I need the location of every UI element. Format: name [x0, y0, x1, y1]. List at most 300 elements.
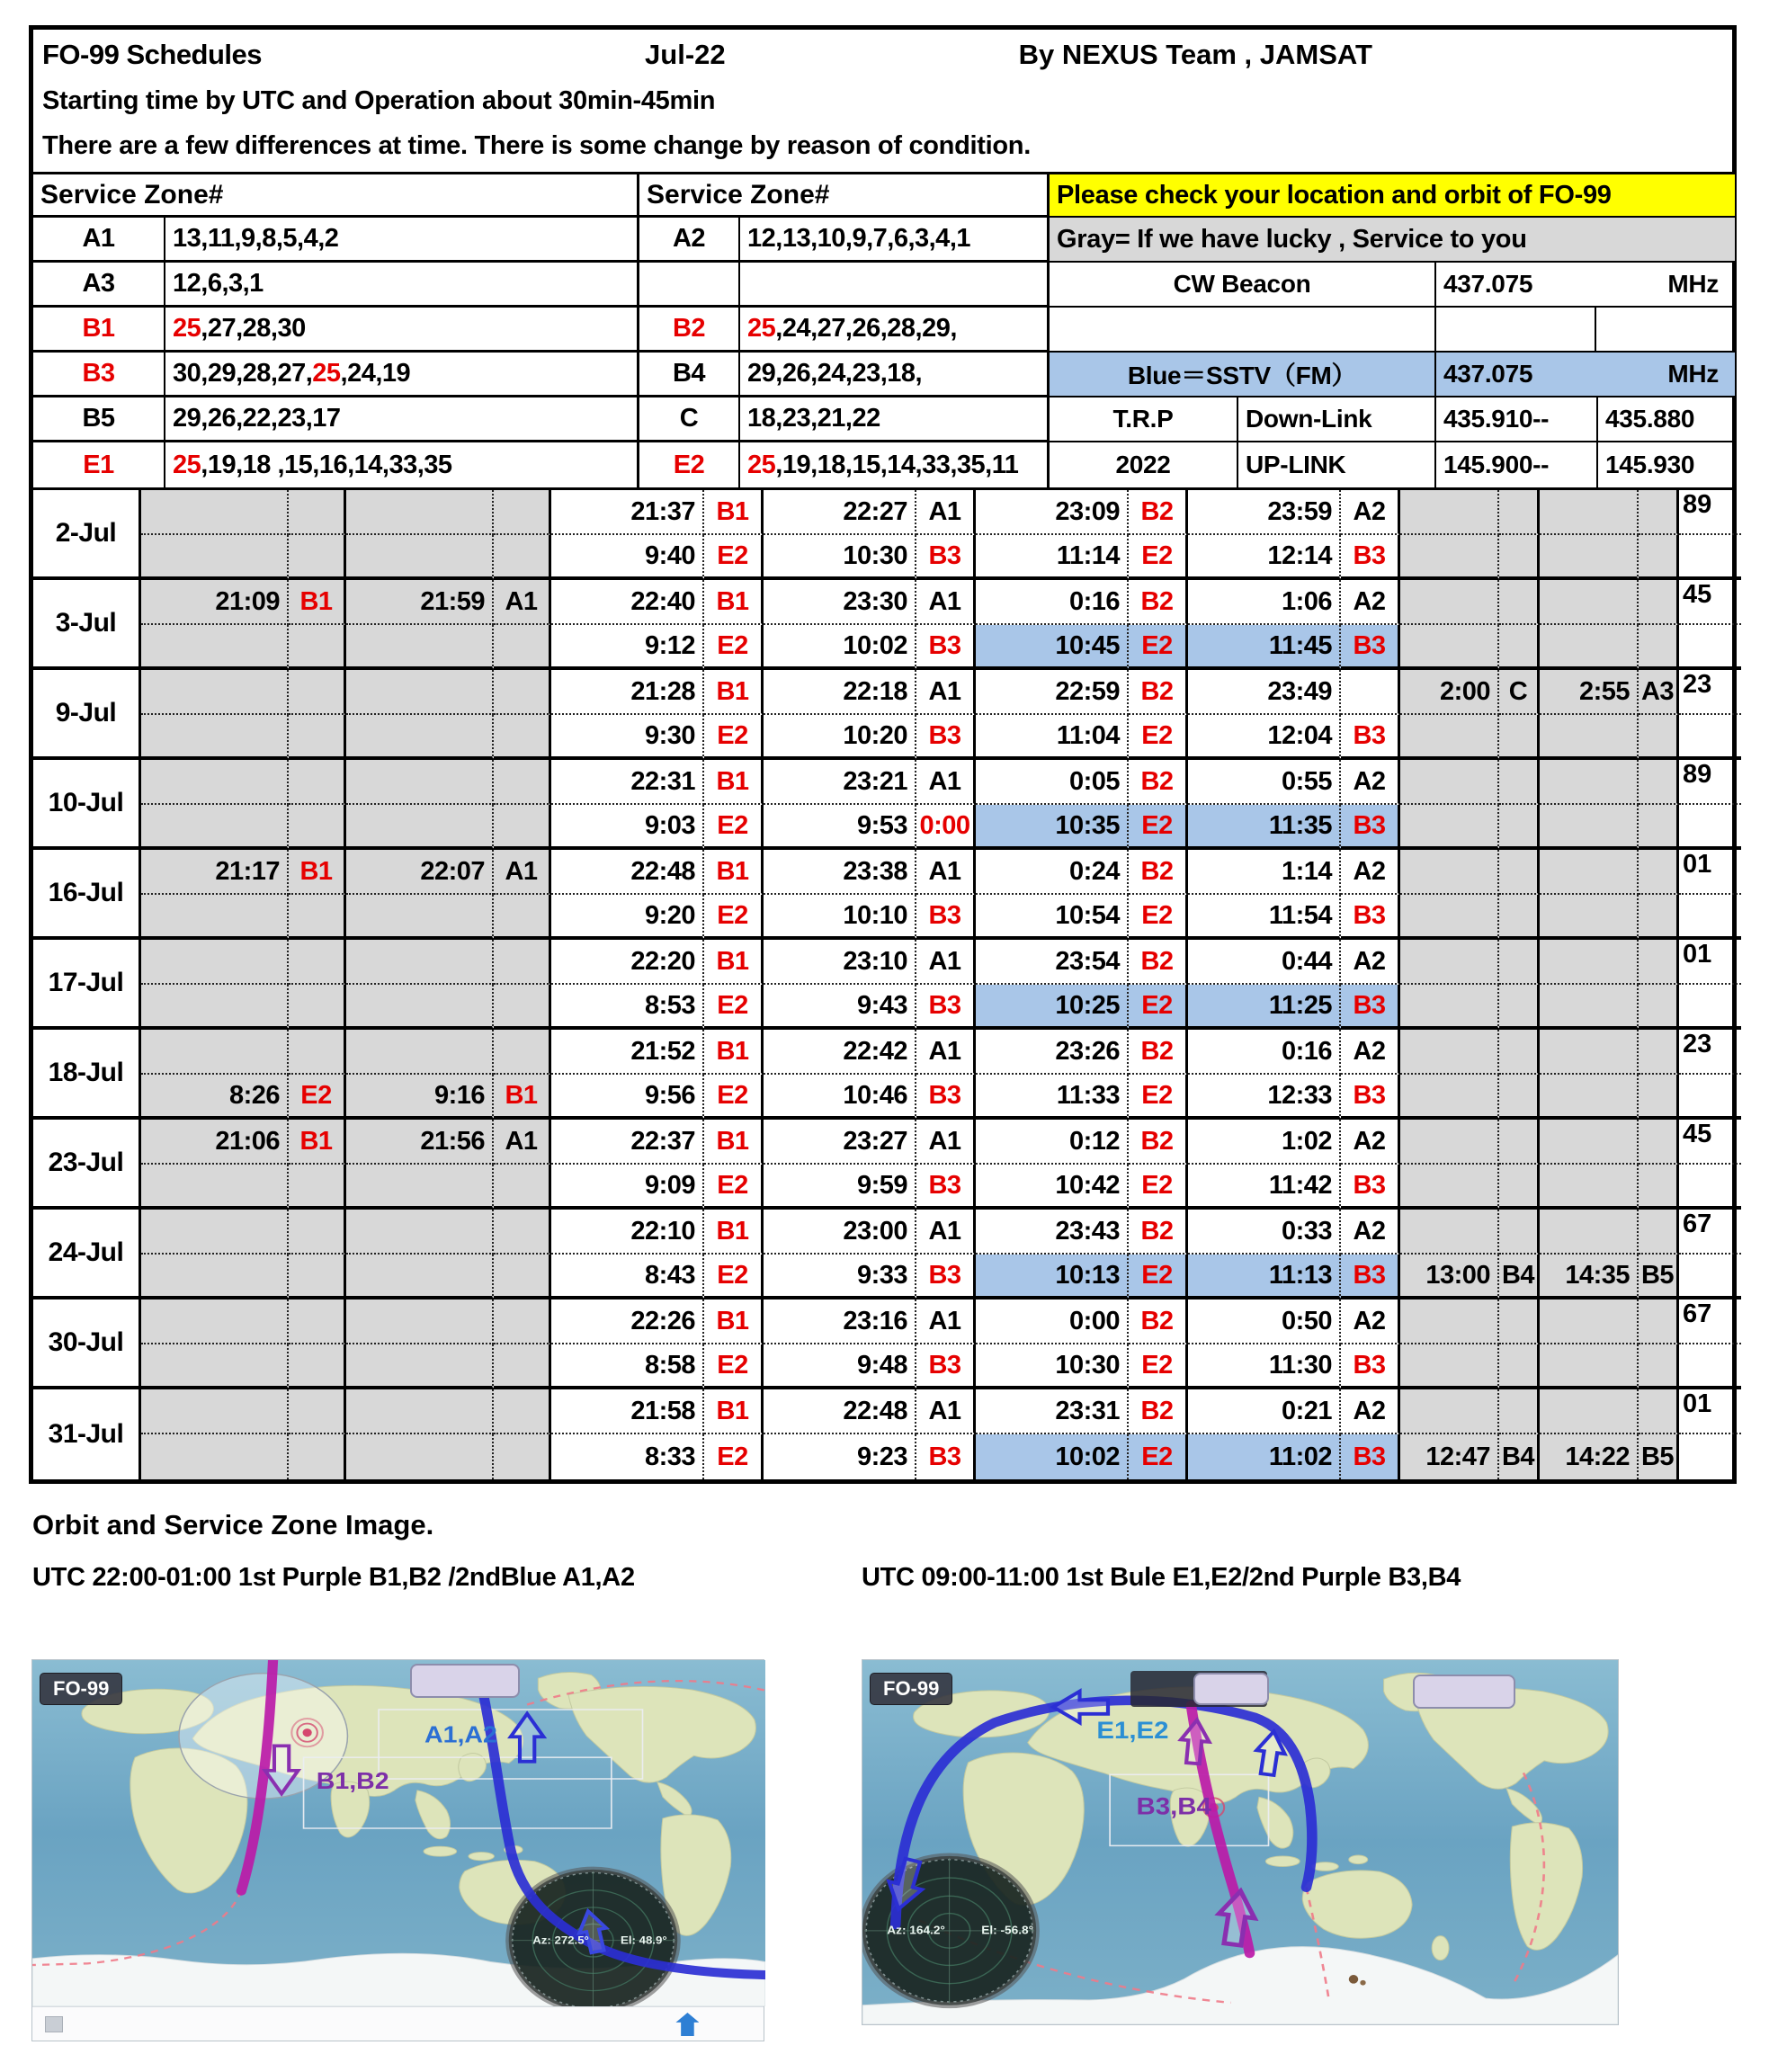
schedule-pass-count-cell: 01 [1679, 850, 1741, 895]
schedule-zone-cell: B3 [1341, 985, 1400, 1030]
schedule-zone-cell: E2 [704, 805, 764, 850]
schedule-date-cell: 16-Jul [33, 850, 141, 940]
schedule-zone-cell: B3 [916, 1344, 976, 1389]
schedule-time-cell: 23:27 [764, 1120, 916, 1165]
schedule-zone-cell [289, 940, 346, 985]
schedule-zone-cell: E2 [1129, 625, 1188, 670]
schedule-zone-cell: B2 [1129, 850, 1188, 895]
schedule-zone-cell [289, 895, 346, 940]
schedule-time-cell [1400, 1075, 1499, 1120]
schedule-date-cell: 18-Jul [33, 1030, 141, 1120]
schedule-zone-cell [494, 940, 551, 985]
schedule-time-cell: 0:55 [1188, 760, 1341, 805]
schedule-time-cell: 10:30 [976, 1344, 1129, 1389]
schedule-time-cell [141, 1344, 289, 1389]
schedule-zone-cell: B3 [1341, 805, 1400, 850]
schedule-zone-cell [1639, 1344, 1679, 1389]
year-label: 2022 [1050, 442, 1238, 487]
schedule-time-cell [346, 1344, 494, 1389]
schedule-time-cell [141, 1030, 289, 1075]
schedule-zone-cell: E2 [1129, 1165, 1188, 1210]
zone-numbers-segment: ,27,28,30 [201, 314, 306, 343]
schedule-time-cell: 23:49 [1188, 670, 1341, 715]
cw-freq-unit: MHz [1667, 270, 1719, 298]
schedule-pass-count-cell [1679, 625, 1741, 670]
zone-numbers-segment: 12,6,3,1 [173, 269, 264, 298]
schedule-zone-cell [1499, 535, 1540, 580]
schedule-time-cell: 9:59 [764, 1165, 916, 1210]
schedule-pass-count-cell: 89 [1679, 490, 1741, 535]
orbit-map-evening [31, 1659, 764, 2041]
schedule-time-cell [141, 1165, 289, 1210]
header-line-2: Starting time by UTC and Operation about 30min-45min [42, 86, 716, 115]
schedule-time-cell [1540, 1120, 1639, 1165]
schedule-time-cell [1540, 1075, 1639, 1120]
schedule-zone-cell: B2 [1129, 940, 1188, 985]
schedule-pass-count-cell [1679, 715, 1741, 760]
schedule-zone-cell: B3 [1341, 1434, 1400, 1479]
schedule-date-cell: 2-Jul [33, 490, 141, 580]
schedule-zone-cell: B3 [916, 985, 976, 1030]
schedule-time-cell: 10:02 [976, 1434, 1129, 1479]
schedule-time-cell: 0:33 [1188, 1210, 1341, 1255]
schedule-time-cell: 9:23 [764, 1434, 916, 1479]
schedule-time-cell: 21:58 [551, 1389, 704, 1434]
zone-numbers-segment: 25 [173, 314, 201, 343]
sstv-legend: Blue＝SSTV（FM） [1050, 353, 1436, 396]
schedule-time-cell: 9:12 [551, 625, 704, 670]
schedule-time-cell [346, 1165, 494, 1210]
zone-code-cell: B2 [639, 308, 740, 353]
schedule-zone-cell [494, 760, 551, 805]
schedule-time-cell: 0:12 [976, 1120, 1129, 1165]
byline: By NEXUS Team , JAMSAT [1018, 39, 1372, 70]
schedule-time-cell: 21:52 [551, 1030, 704, 1075]
schedule-time-cell [1540, 1165, 1639, 1210]
right-map-caption: UTC 09:00-11:00 1st Bule E1,E2/2nd Purple B3,B4 [862, 1563, 1461, 1592]
schedule-time-cell: 2:00 [1400, 670, 1499, 715]
schedule-time-cell: 11:33 [976, 1075, 1129, 1120]
schedule-time-cell: 9:43 [764, 985, 916, 1030]
schedule-time-cell: 9:40 [551, 535, 704, 580]
cw-beacon-label: CW Beacon [1050, 263, 1436, 306]
schedule-zone-cell [494, 1030, 551, 1075]
schedule-time-cell [346, 985, 494, 1030]
schedule-zone-cell [1639, 1075, 1679, 1120]
schedule-time-cell: 11:30 [1188, 1344, 1341, 1389]
radar-azimuth: Az: 272.5° [532, 1934, 589, 1947]
schedule-zone-cell: A3 [1639, 670, 1679, 715]
world-map-image [32, 1660, 765, 2006]
schedule-zone-cell: E2 [704, 1255, 764, 1299]
schedule-time-cell: 22:59 [976, 670, 1129, 715]
schedule-zone-cell [1499, 985, 1540, 1030]
schedule-zone-cell [289, 805, 346, 850]
schedule-time-cell: 22:26 [551, 1299, 704, 1344]
schedule-zone-cell: E2 [1129, 805, 1188, 850]
schedule-zone-cell: B1 [704, 670, 764, 715]
schedule-time-cell [1400, 805, 1499, 850]
schedule-zone-cell: A1 [916, 1389, 976, 1434]
schedule-zone-cell [289, 1299, 346, 1344]
schedule-zone-cell: B3 [916, 1165, 976, 1210]
schedule-zone-cell: E2 [704, 1075, 764, 1120]
schedule-time-cell [1400, 1299, 1499, 1344]
schedule-time-cell: 0:24 [976, 850, 1129, 895]
schedule-pass-count-cell: 23 [1679, 670, 1741, 715]
schedule-time-cell: 2:55 [1540, 670, 1639, 715]
schedule-time-cell: 11:35 [1188, 805, 1341, 850]
schedule-zone-cell [494, 1210, 551, 1255]
schedule-time-cell: 9:56 [551, 1075, 704, 1120]
schedule-zone-cell [1639, 940, 1679, 985]
schedule-date-cell: 3-Jul [33, 580, 141, 670]
schedule-time-cell: 11:13 [1188, 1255, 1341, 1299]
schedule-time-cell [141, 805, 289, 850]
schedule-zone-cell [289, 490, 346, 535]
schedule-zone-cell [1639, 715, 1679, 760]
schedule-time-cell: 23:00 [764, 1210, 916, 1255]
schedule-zone-cell: B2 [1129, 1030, 1188, 1075]
schedule-time-cell: 22:07 [346, 850, 494, 895]
schedule-zone-cell: E2 [1129, 535, 1188, 580]
schedule-date-cell: 10-Jul [33, 760, 141, 850]
zone-numbers-segment: 18,23,21,22 [747, 404, 880, 433]
schedule-zone-cell [494, 490, 551, 535]
schedule-time-cell: 21:17 [141, 850, 289, 895]
schedule-time-cell: 9:30 [551, 715, 704, 760]
schedule-time-cell [346, 1255, 494, 1299]
schedule-zone-cell: B3 [916, 535, 976, 580]
schedule-date-cell: 9-Jul [33, 670, 141, 760]
schedule-zone-cell: A1 [916, 1030, 976, 1075]
schedule-zone-cell: A1 [916, 850, 976, 895]
schedule-time-cell [1400, 625, 1499, 670]
schedule-zone-cell: A1 [916, 1299, 976, 1344]
schedule-time-cell: 0:21 [1188, 1389, 1341, 1434]
zone-code-cell: E1 [33, 442, 165, 487]
schedule-time-cell: 9:53 [764, 805, 916, 850]
schedule-pass-count-cell: 67 [1679, 1210, 1741, 1255]
gray-legend: Gray= If we have lucky , Service to you [1050, 218, 1735, 261]
schedule-time-cell [346, 1299, 494, 1344]
schedule-pass-count-cell [1679, 1255, 1741, 1299]
downlink-freq: 435.910-- [1436, 397, 1598, 441]
schedule-zone-cell: E2 [704, 1165, 764, 1210]
schedule-zone-cell: B2 [1129, 1389, 1188, 1434]
schedule-zone-cell: B1 [704, 1389, 764, 1434]
schedule-time-cell [1400, 490, 1499, 535]
schedule-pass-count-cell [1679, 1434, 1741, 1479]
schedule-time-cell [346, 1389, 494, 1434]
zone-header-right: Service Zone# [639, 174, 1047, 218]
schedule-time-cell: 22:48 [764, 1389, 916, 1434]
zone-label-a1a2: A1,A2 [424, 1721, 497, 1748]
zone-numbers-segment: 25 [173, 450, 201, 479]
schedule-zone-cell [494, 1434, 551, 1479]
schedule-time-cell: 11:04 [976, 715, 1129, 760]
schedule-time-cell: 11:25 [1188, 985, 1341, 1030]
schedule-zone-cell [289, 1165, 346, 1210]
schedule-time-cell [1540, 805, 1639, 850]
info-popup-box [1193, 1673, 1269, 1705]
zone-code-cell: C [639, 397, 740, 442]
zone-numbers-segment: 12,13,10,9,7,6,3,4,1 [747, 224, 970, 253]
schedule-time-cell [141, 1389, 289, 1434]
info-popup-box [1413, 1675, 1515, 1709]
schedule-time-cell: 10:30 [764, 535, 916, 580]
schedule-zone-cell [494, 985, 551, 1030]
zone-numbers-cell [740, 397, 1047, 442]
schedule-zone-cell [494, 1165, 551, 1210]
schedule-time-cell [1400, 715, 1499, 760]
schedule-zone-cell: A2 [1341, 850, 1400, 895]
schedule-time-cell [1400, 1344, 1499, 1389]
schedule-zone-cell: B1 [704, 580, 764, 625]
schedule-zone-cell: B1 [289, 580, 346, 625]
zone-numbers-segment: 29,26,22,23,17 [173, 404, 341, 433]
schedule-time-cell: 23:16 [764, 1299, 916, 1344]
schedule-zone-cell: A1 [494, 1120, 551, 1165]
schedule-zone-cell: B3 [1341, 715, 1400, 760]
schedule-zone-cell [289, 1434, 346, 1479]
schedule-zone-cell: B2 [1129, 1210, 1188, 1255]
schedule-time-cell [1540, 760, 1639, 805]
schedule-zone-cell [494, 625, 551, 670]
orbit-section-title: Orbit and Service Zone Image. [32, 1509, 434, 1541]
schedule-zone-cell [1639, 1210, 1679, 1255]
zone-code-cell: A2 [639, 218, 740, 263]
schedule-zone-cell: E2 [704, 895, 764, 940]
schedule-pass-count-cell [1679, 985, 1741, 1030]
schedule-zone-cell: A1 [916, 580, 976, 625]
schedule-time-cell [1400, 1210, 1499, 1255]
zone-numbers-segment: ,19,18 ,15,16,14,33,35 [201, 450, 452, 479]
zone-numbers-cell [740, 442, 1047, 487]
cw-beacon-frequency [1436, 263, 1735, 306]
schedule-time-cell [1540, 1299, 1639, 1344]
zone-numbers-cell [165, 263, 637, 308]
schedule-time-cell [1400, 940, 1499, 985]
radar-elevation: El: 48.9° [621, 1934, 667, 1947]
schedule-zone-cell: B3 [916, 625, 976, 670]
schedule-time-cell: 14:35 [1540, 1255, 1639, 1299]
schedule-zone-cell: E2 [289, 1075, 346, 1120]
schedule-zone-cell: B2 [1129, 760, 1188, 805]
schedule-time-cell: 10:35 [976, 805, 1129, 850]
schedule-zone-cell: A2 [1341, 940, 1400, 985]
schedule-time-cell: 23:30 [764, 580, 916, 625]
schedule-pass-count-cell: 45 [1679, 580, 1741, 625]
schedule-zone-cell: B1 [704, 940, 764, 985]
schedule-date-cell: 17-Jul [33, 940, 141, 1030]
schedule-zone-cell: B3 [1341, 625, 1400, 670]
schedule-pass-count-cell: 89 [1679, 760, 1741, 805]
schedule-time-cell: 11:54 [1188, 895, 1341, 940]
schedule-zone-cell: B1 [704, 1030, 764, 1075]
trp-label: T.R.P [1050, 397, 1238, 441]
schedule-time-cell [1400, 1389, 1499, 1434]
schedule-zone-cell [289, 1255, 346, 1299]
zone-label-b3b4: B3,B4 [1136, 1791, 1211, 1820]
schedule-zone-cell [494, 535, 551, 580]
schedule-zone-cell: B2 [1129, 1120, 1188, 1165]
schedule-time-cell: 8:58 [551, 1344, 704, 1389]
schedule-zone-cell: A2 [1341, 1210, 1400, 1255]
schedule-zone-cell [494, 1299, 551, 1344]
schedule-time-cell [346, 895, 494, 940]
schedule-zone-cell [1639, 985, 1679, 1030]
schedule-time-cell [1400, 535, 1499, 580]
schedule-zone-cell: B1 [704, 1120, 764, 1165]
zone-numbers-segment: 25 [747, 450, 776, 479]
schedule-zone-cell [289, 670, 346, 715]
header-line-1 [33, 31, 1732, 78]
schedule-time-cell: 12:47 [1400, 1434, 1499, 1479]
schedule-time-cell: 9:09 [551, 1165, 704, 1210]
schedule-zone-cell: B1 [704, 850, 764, 895]
schedule-time-cell: 0:16 [1188, 1030, 1341, 1075]
schedule-zone-cell: B2 [1129, 490, 1188, 535]
schedule-zone-cell [1639, 805, 1679, 850]
schedule-time-cell [1400, 985, 1499, 1030]
schedule-zone-cell [1499, 1075, 1540, 1120]
schedule-zone-cell: A2 [1341, 1299, 1400, 1344]
schedule-pass-count-cell: 67 [1679, 1299, 1741, 1344]
schedule-zone-cell [1639, 850, 1679, 895]
uplink-freq-2: 145.930 [1605, 451, 1695, 478]
schedule-time-cell [1540, 1210, 1639, 1255]
schedule-zone-cell [494, 1389, 551, 1434]
schedule-zone-cell: B3 [1341, 895, 1400, 940]
schedule-time-cell: 21:59 [346, 580, 494, 625]
schedule-zone-cell: E2 [1129, 1075, 1188, 1120]
schedule-zone-cell [1499, 940, 1540, 985]
orbit-map-morning [862, 1659, 1619, 2025]
schedule-zone-cell: B1 [289, 850, 346, 895]
schedule-time-cell: 22:40 [551, 580, 704, 625]
schedule-time-cell: 11:14 [976, 535, 1129, 580]
schedule-zone-cell: B3 [1341, 535, 1400, 580]
home-location-icon [675, 2013, 699, 2036]
satellite-marker [291, 1719, 323, 1746]
uplink-freq: 145.900-- [1436, 442, 1598, 487]
schedule-zone-cell [289, 985, 346, 1030]
schedule-zone-cell: 0:00 [916, 805, 976, 850]
schedule-time-cell: 23:43 [976, 1210, 1129, 1255]
zone-code-cell: B1 [33, 308, 165, 353]
schedule-zone-cell [1499, 805, 1540, 850]
uplink-label: UP-LINK [1238, 442, 1436, 487]
schedule-zone-cell: A2 [1341, 1120, 1400, 1165]
schedule-zone-cell [1499, 490, 1540, 535]
schedule-time-cell: 1:14 [1188, 850, 1341, 895]
schedule-time-cell [141, 625, 289, 670]
schedule-time-cell [1400, 1030, 1499, 1075]
schedule-time-cell [1540, 1389, 1639, 1434]
schedule-time-cell [346, 760, 494, 805]
schedule-zone-cell: B1 [704, 1299, 764, 1344]
schedule-zone-cell: B1 [289, 1120, 346, 1165]
schedule-time-cell [141, 490, 289, 535]
schedule-time-cell [346, 1434, 494, 1479]
schedule-zone-cell: B4 [1499, 1255, 1540, 1299]
schedule-zone-cell [289, 1344, 346, 1389]
schedule-zone-cell: A1 [916, 670, 976, 715]
schedule-time-cell: 10:25 [976, 985, 1129, 1030]
schedule-time-cell [346, 940, 494, 985]
radar-elevation: El: -56.8° [981, 1924, 1034, 1937]
zone-label-b1b2: B1,B2 [316, 1767, 389, 1794]
schedule-zone-cell [289, 1210, 346, 1255]
schedule-time-cell: 10:20 [764, 715, 916, 760]
zone-numbers-cell [740, 353, 1047, 397]
schedule-zone-cell: E2 [1129, 1255, 1188, 1299]
notice-banner: Please check your location and orbit of FO-99 [1050, 174, 1735, 216]
map-toolbar [32, 2006, 764, 2041]
schedule-zone-cell: B5 [1639, 1434, 1679, 1479]
schedule-time-cell: 22:18 [764, 670, 916, 715]
schedule-time-cell: 22:37 [551, 1120, 704, 1165]
zone-numbers-segment: 25 [312, 359, 341, 388]
schedule-zone-cell: E2 [704, 535, 764, 580]
downlink-freq-2: 435.880 [1605, 405, 1695, 433]
schedule-zone-cell [1639, 895, 1679, 940]
schedule-zone-cell [1639, 1030, 1679, 1075]
schedule-zone-cell: B5 [1639, 1255, 1679, 1299]
schedule-date-cell: 24-Jul [33, 1210, 141, 1299]
schedule-time-cell [1540, 715, 1639, 760]
schedule-time-cell: 21:56 [346, 1120, 494, 1165]
schedule-time-cell: 10:13 [976, 1255, 1129, 1299]
schedule-zone-cell: A2 [1341, 580, 1400, 625]
schedule-time-cell: 23:21 [764, 760, 916, 805]
schedule-zone-cell: E2 [704, 715, 764, 760]
schedule-time-cell: 23:10 [764, 940, 916, 985]
schedule-time-cell [141, 535, 289, 580]
schedule-time-cell: 22:42 [764, 1030, 916, 1075]
schedule-zone-cell: B3 [1341, 1344, 1400, 1389]
schedule-time-cell: 22:31 [551, 760, 704, 805]
schedule-time-cell: 0:05 [976, 760, 1129, 805]
schedule-zone-cell [494, 1255, 551, 1299]
month-label: Jul-22 [645, 39, 726, 70]
zone-code-cell: B3 [33, 353, 165, 397]
schedule-time-cell: 21:09 [141, 580, 289, 625]
schedule-time-cell [1400, 850, 1499, 895]
schedule-zone-cell: C [1499, 670, 1540, 715]
schedule-zone-cell: B3 [1341, 1075, 1400, 1120]
schedule-zone-cell: B1 [494, 1075, 551, 1120]
schedule-zone-cell: A1 [916, 1210, 976, 1255]
schedule-time-cell [1540, 580, 1639, 625]
schedule-time-cell [141, 1434, 289, 1479]
schedule-time-cell [346, 1030, 494, 1075]
schedule-time-cell [346, 805, 494, 850]
schedule-zone-cell [1499, 1210, 1540, 1255]
schedule-zone-cell [1499, 625, 1540, 670]
schedule-zone-cell [289, 535, 346, 580]
schedule-zone-cell: A2 [1341, 1030, 1400, 1075]
schedule-zone-cell [494, 670, 551, 715]
zone-numbers-segment: ,24,19 [340, 359, 411, 388]
schedule-zone-cell [494, 1344, 551, 1389]
zone-numbers-segment: 30,29,28,27, [173, 359, 313, 388]
schedule-time-cell: 1:02 [1188, 1120, 1341, 1165]
info-popup-box [410, 1664, 520, 1698]
schedule-pass-count-cell: 01 [1679, 940, 1741, 985]
schedule-time-cell: 23:31 [976, 1389, 1129, 1434]
